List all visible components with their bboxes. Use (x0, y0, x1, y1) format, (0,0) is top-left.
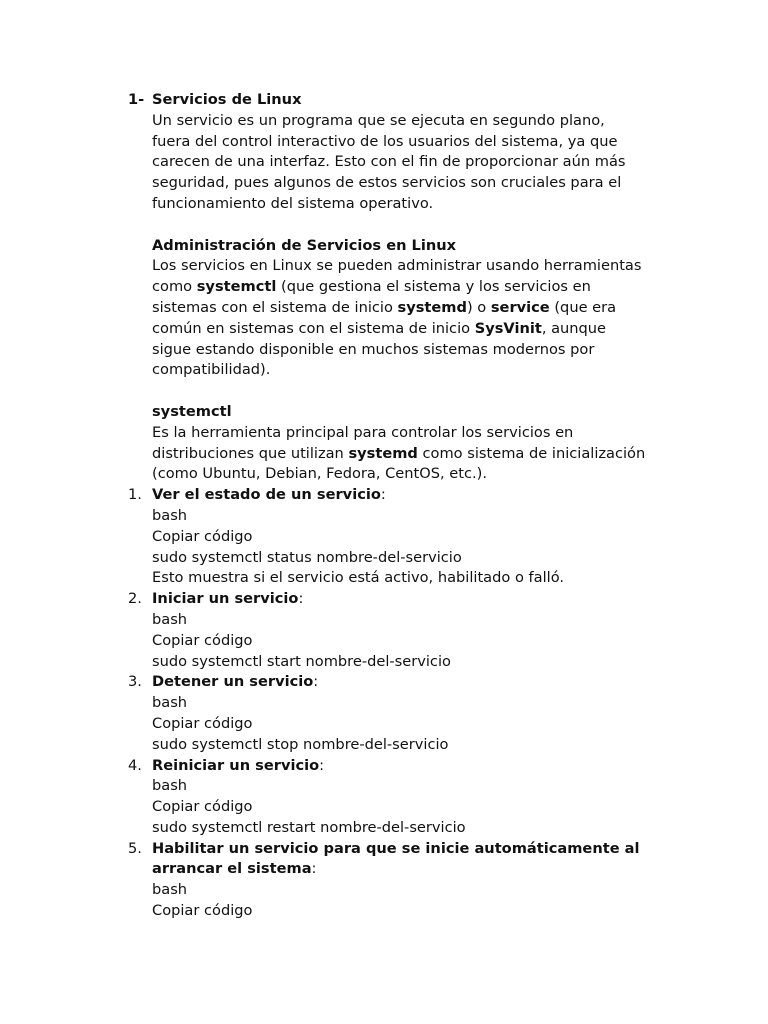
paragraph-line: carecen de una interfaz. Esto con el fin de proporcionar aún más (152, 153, 626, 171)
colon: : (319, 756, 325, 774)
colon: : (313, 673, 319, 691)
colon: : (311, 860, 317, 878)
copy-code-button[interactable]: Copiar código (152, 527, 253, 545)
code-lang-label: bash (152, 610, 188, 628)
list-item (128, 485, 692, 589)
code-lang-label: bash (152, 777, 188, 795)
list-item (128, 672, 692, 755)
list-item-title-text: Ver el estado de un servicio (152, 486, 381, 504)
colon: : (298, 590, 304, 608)
text-run: (que era (549, 298, 617, 316)
copy-code-button[interactable]: Copiar código (152, 631, 253, 649)
paragraph-line (152, 444, 692, 465)
section-servicios-linux (128, 90, 692, 215)
keyword-sysvinit: SysVinit (474, 319, 542, 337)
text-run: como (152, 278, 197, 296)
list-item-title-text: arrancar el sistema (152, 860, 312, 878)
colon: : (380, 486, 386, 504)
text-run: como sistema de inicialización (417, 444, 646, 462)
list-number: 1. (128, 486, 142, 504)
list-item-title (152, 672, 692, 693)
paragraph-line (152, 319, 692, 340)
code-lang-label: bash (152, 506, 188, 524)
keyword-service: service (490, 298, 550, 316)
list-item-title-text: Iniciar un servicio (152, 590, 299, 608)
keyword-systemd: systemd (397, 298, 467, 316)
paragraph-line: compatibilidad). (152, 361, 271, 379)
list-item-title: Habilitar un servicio para que se inicie automáticamente al (152, 839, 640, 857)
list-item-title (152, 756, 692, 777)
section-title: Servicios de Linux (152, 91, 302, 108)
paragraph-line: seguridad, pues algunos de estos servicios son cruciales para el (152, 174, 622, 192)
paragraph-line: fuera del control interactivo de los usuarios del sistema, ya que (152, 132, 618, 150)
code-command: sudo systemctl start nombre-del-servicio (152, 652, 451, 670)
paragraph-line (152, 277, 692, 298)
list-item (128, 589, 692, 672)
code-lang-label: bash (152, 881, 188, 899)
list-item (128, 756, 692, 839)
paragraph-line: Los servicios en Linux se pueden administrar usando herramientas (152, 257, 642, 275)
copy-code-button[interactable]: Copiar código (152, 714, 253, 732)
list-item (128, 839, 692, 922)
keyword-systemctl: systemctl (196, 278, 277, 296)
text-run: común en sistemas con el sistema de inicio (152, 319, 475, 337)
code-command: sudo systemctl status nombre-del-servicio (152, 548, 462, 566)
text-run: sistemas con el sistema de inicio (152, 298, 398, 316)
section-administracion (152, 236, 692, 382)
paragraph-line (152, 298, 692, 319)
section-heading: systemctl (152, 402, 232, 420)
copy-code-button[interactable]: Copiar código (152, 798, 253, 816)
code-command: sudo systemctl stop nombre-del-servicio (152, 735, 449, 753)
spacer (152, 215, 692, 236)
paragraph-line: (como Ubuntu, Debian, Fedora, CentOS, etc.). (152, 465, 487, 483)
list-item-title-text: Reiniciar un servicio (152, 756, 320, 774)
section-systemctl (152, 402, 692, 485)
list-item-title (152, 485, 692, 506)
section-heading: Administración de Servicios en Linux (152, 236, 457, 254)
list-item-title (152, 589, 692, 610)
paragraph-line: funcionamiento del sistema operativo. (152, 194, 434, 212)
paragraph-line: Un servicio es un programa que se ejecuta en segundo plano, (152, 111, 605, 129)
paragraph-line: Es la herramienta principal para controlar los servicios en (152, 423, 574, 441)
list-number: 3. (128, 673, 142, 691)
spacer (152, 381, 692, 402)
paragraph-line: sigue estando disponible en muchos sistemas modernos por (152, 340, 595, 358)
list-item-note: Esto muestra si el servicio está activo, habilitado o falló. (152, 569, 565, 587)
section-number: 1- (128, 91, 145, 108)
list-number: 5. (128, 839, 142, 857)
list-number: 4. (128, 756, 142, 774)
keyword-systemd: systemd (348, 444, 418, 462)
list-item-title-text: Detener un servicio (152, 673, 314, 691)
document-body (128, 90, 692, 922)
copy-code-button[interactable]: Copiar código (152, 902, 253, 920)
text-run: ) o (466, 298, 491, 316)
code-command: sudo systemctl restart nombre-del-servicio (152, 818, 466, 836)
text-run: (que gestiona el sistema y los servicios en (276, 278, 591, 296)
text-run: distribuciones que utilizan (152, 444, 349, 462)
text-run: , aunque (541, 319, 607, 337)
code-lang-label: bash (152, 694, 188, 712)
list-item-title-cont (152, 859, 692, 880)
list-number: 2. (128, 590, 142, 608)
